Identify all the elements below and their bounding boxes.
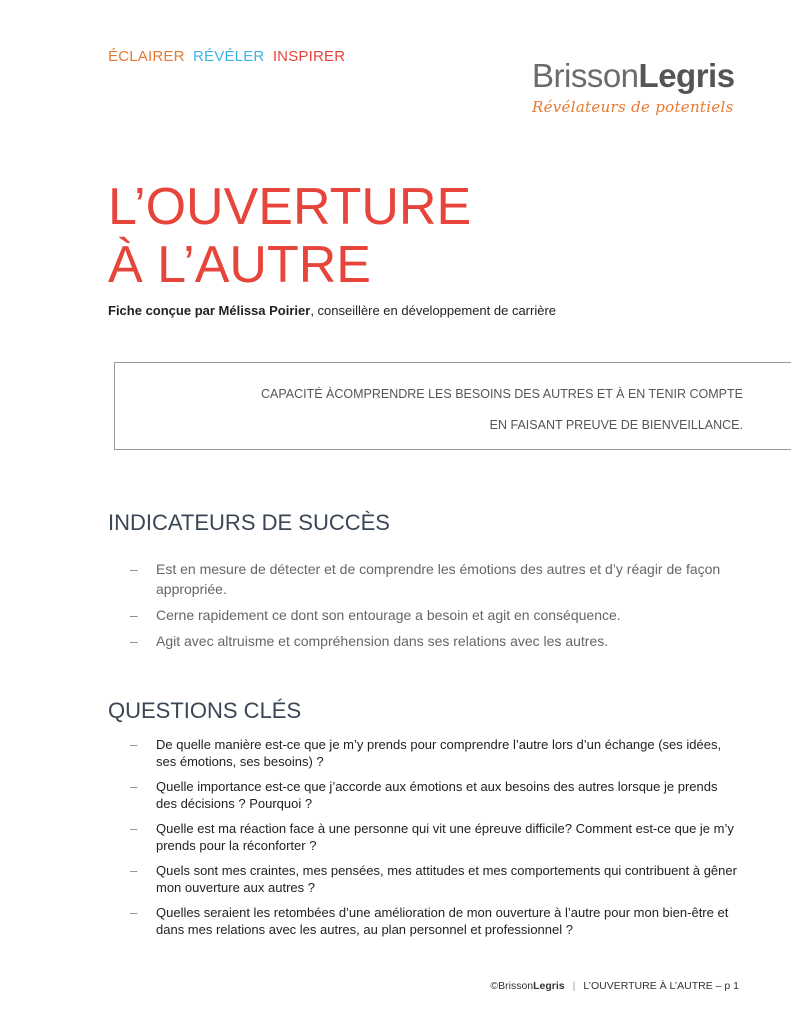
page-footer <box>490 980 739 992</box>
dash-bullet: – <box>130 737 138 752</box>
questions-list <box>130 736 740 946</box>
dash-bullet: – <box>130 905 138 920</box>
definition-line-2: EN FAISANT PREUVE DE BIENVEILLANCE. <box>489 418 743 432</box>
list-item <box>130 559 740 599</box>
list-item <box>130 904 740 938</box>
list-item <box>130 736 740 770</box>
question-text: De quelle manière est-ce que je m’y prends pour comprendre l’autre lors d’un échange (ses idées, ses émotions, ses besoins) ? <box>156 737 722 769</box>
indicator-text: Cerne rapidement ce dont son entourage a besoin et agit en conséquence. <box>156 607 621 623</box>
logo-subtitle: Révélateurs de potentiels <box>532 98 734 116</box>
footer-copyright-bold: Legris <box>533 980 565 992</box>
brand-logo <box>532 58 742 116</box>
dash-bullet: – <box>130 561 138 577</box>
indicator-text: Agit avec altruisme et compréhension dans ses relations avec les autres. <box>156 633 609 649</box>
questions-heading: QUESTIONS CLÉS <box>108 698 302 723</box>
logo-wordmark <box>532 58 742 94</box>
list-item <box>130 862 740 896</box>
dash-bullet: – <box>130 821 138 836</box>
dash-bullet: – <box>130 607 138 623</box>
tagline-word-1: ÉCLAIRER <box>108 48 185 65</box>
list-item <box>130 605 740 625</box>
question-text: Quelles seraient les retombées d’une amélioration de mon ouverture à l’autre pour mon bien-être et dans mes relations avec les autres, au plan personnel et professionnel ? <box>156 905 729 937</box>
dash-bullet: – <box>130 779 138 794</box>
question-text: Quels sont mes craintes, mes pensées, mes attitudes et mes comportements qui contribuent à gêner mon ouverture aux autres ? <box>156 863 737 895</box>
definition-box <box>114 362 791 450</box>
list-item <box>130 778 740 812</box>
footer-page: L’OUVERTURE À L’AUTRE – p 1 <box>583 980 739 992</box>
question-text: Quelle importance est-ce que j’accorde aux émotions et aux besoins des autres lorsque je prends des décisions ? Pourquoi ? <box>156 779 718 811</box>
author-suffix: , conseillère en développement de carrière <box>310 303 557 318</box>
page-title <box>108 178 471 294</box>
indicators-heading: INDICATEURS DE SUCCÈS <box>108 510 390 535</box>
footer-copyright-prefix: ©Brisson <box>490 980 534 992</box>
list-item <box>130 820 740 854</box>
list-item <box>130 631 740 651</box>
tagline-word-3: INSPIRER <box>272 48 346 65</box>
author-credit <box>108 303 556 318</box>
footer-separator: | <box>572 980 576 992</box>
title-line-1: L’OUVERTURE <box>108 178 472 236</box>
indicators-list <box>130 559 740 657</box>
logo-part2: Legris <box>638 57 735 94</box>
logo-part1: Brisson <box>532 57 639 94</box>
indicator-text: Est en mesure de détecter et de comprendre les émotions des autres et d’y réagir de façon appropriée. <box>156 561 721 597</box>
tagline-word-2: RÉVÉLER <box>193 48 265 65</box>
definition-line-1: CAPACITÉ ÀCOMPRENDRE LES BESOINS DES AUTRES ET À EN TENIR COMPTE <box>260 387 743 401</box>
author-prefix: Fiche conçue par Mélissa Poirier <box>108 303 311 318</box>
title-line-2: À L’AUTRE <box>108 236 371 294</box>
dash-bullet: – <box>130 633 138 649</box>
tagline <box>108 48 349 65</box>
dash-bullet: – <box>130 863 138 878</box>
question-text: Quelle est ma réaction face à une personne qui vit une épreuve difficile? Comment est-ce que je m’y prends pour la réconforter ? <box>156 821 734 853</box>
